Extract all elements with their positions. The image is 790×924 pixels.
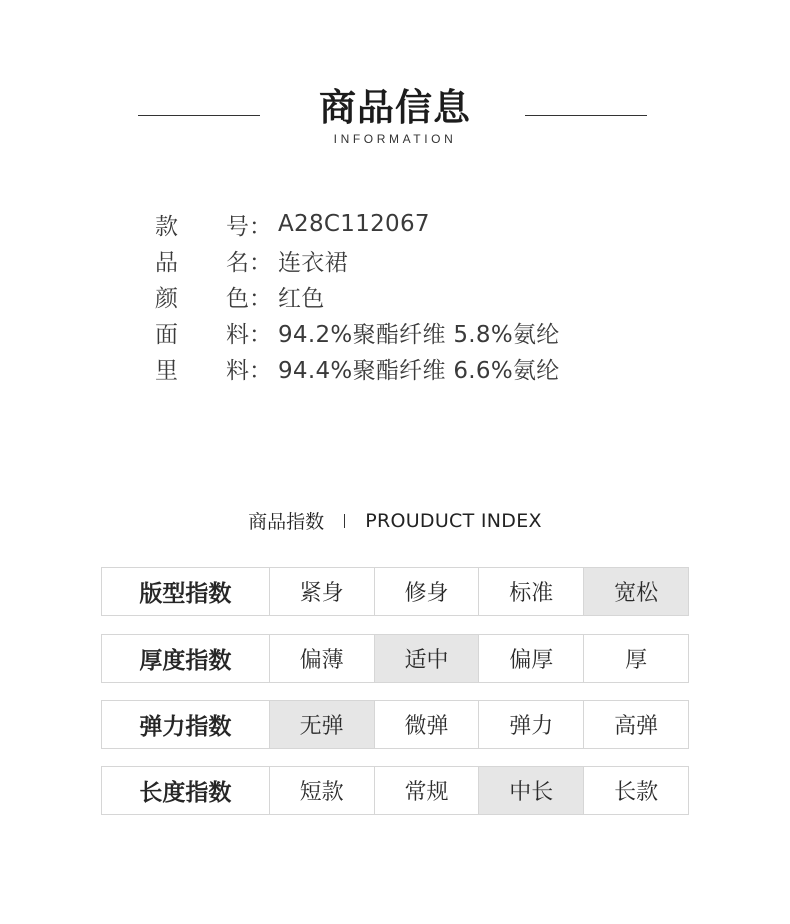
section-title [0,86,790,146]
index-option: 弹力 [478,701,583,748]
info-row-outer-fabric [155,314,560,350]
index-option: 偏厚 [478,635,583,682]
index-option: 中长 [478,767,583,814]
index-option: 微弹 [374,701,479,748]
index-option: 宽松 [583,568,688,615]
index-option: 厚 [583,635,688,682]
index-option: 无弹 [269,701,374,748]
index-option: 紧身 [269,568,374,615]
info-label: 品 名： [155,249,272,276]
info-row-lining [155,350,560,386]
index-row-elasticity [101,700,689,749]
index-header-cn: 商品指数 [248,511,325,533]
index-row-thickness [101,634,689,683]
index-option: 修身 [374,568,479,615]
index-label: 厚度指数 [139,648,232,674]
info-value: 连衣裙 [278,249,348,276]
info-label: 款 号： [155,213,272,240]
product-index-header [0,507,790,534]
index-option: 短款 [269,767,374,814]
info-label: 里 料： [155,357,272,384]
index-label: 版型指数 [139,581,232,607]
info-value: 红色 [278,285,325,312]
index-row-length [101,766,689,815]
index-option: 标准 [478,568,583,615]
index-option: 常规 [374,767,479,814]
page-subtitle: INFORMATION [333,132,457,146]
index-header-separator [344,514,345,528]
index-option: 长款 [583,767,688,814]
index-label: 长度指数 [139,780,232,806]
index-option: 适中 [374,635,479,682]
info-value: 94.4%聚酯纤维 6.6%氨纶 [278,357,560,384]
page-title: 商品信息 [319,86,471,129]
info-label: 面 料： [155,321,272,348]
index-row-fit [101,567,689,616]
info-row-product-name [155,242,560,278]
info-label: 颜 色： [155,285,272,312]
product-info-list [155,206,560,386]
info-row-color [155,278,560,314]
index-label: 弹力指数 [139,714,232,740]
index-option: 偏薄 [269,635,374,682]
info-value: A28C112067 [278,211,430,237]
index-option: 高弹 [583,701,688,748]
info-row-style-number [155,206,560,242]
info-value: 94.2%聚酯纤维 5.8%氨纶 [278,321,560,348]
index-header-en: PROUDUCT INDEX [365,509,542,532]
